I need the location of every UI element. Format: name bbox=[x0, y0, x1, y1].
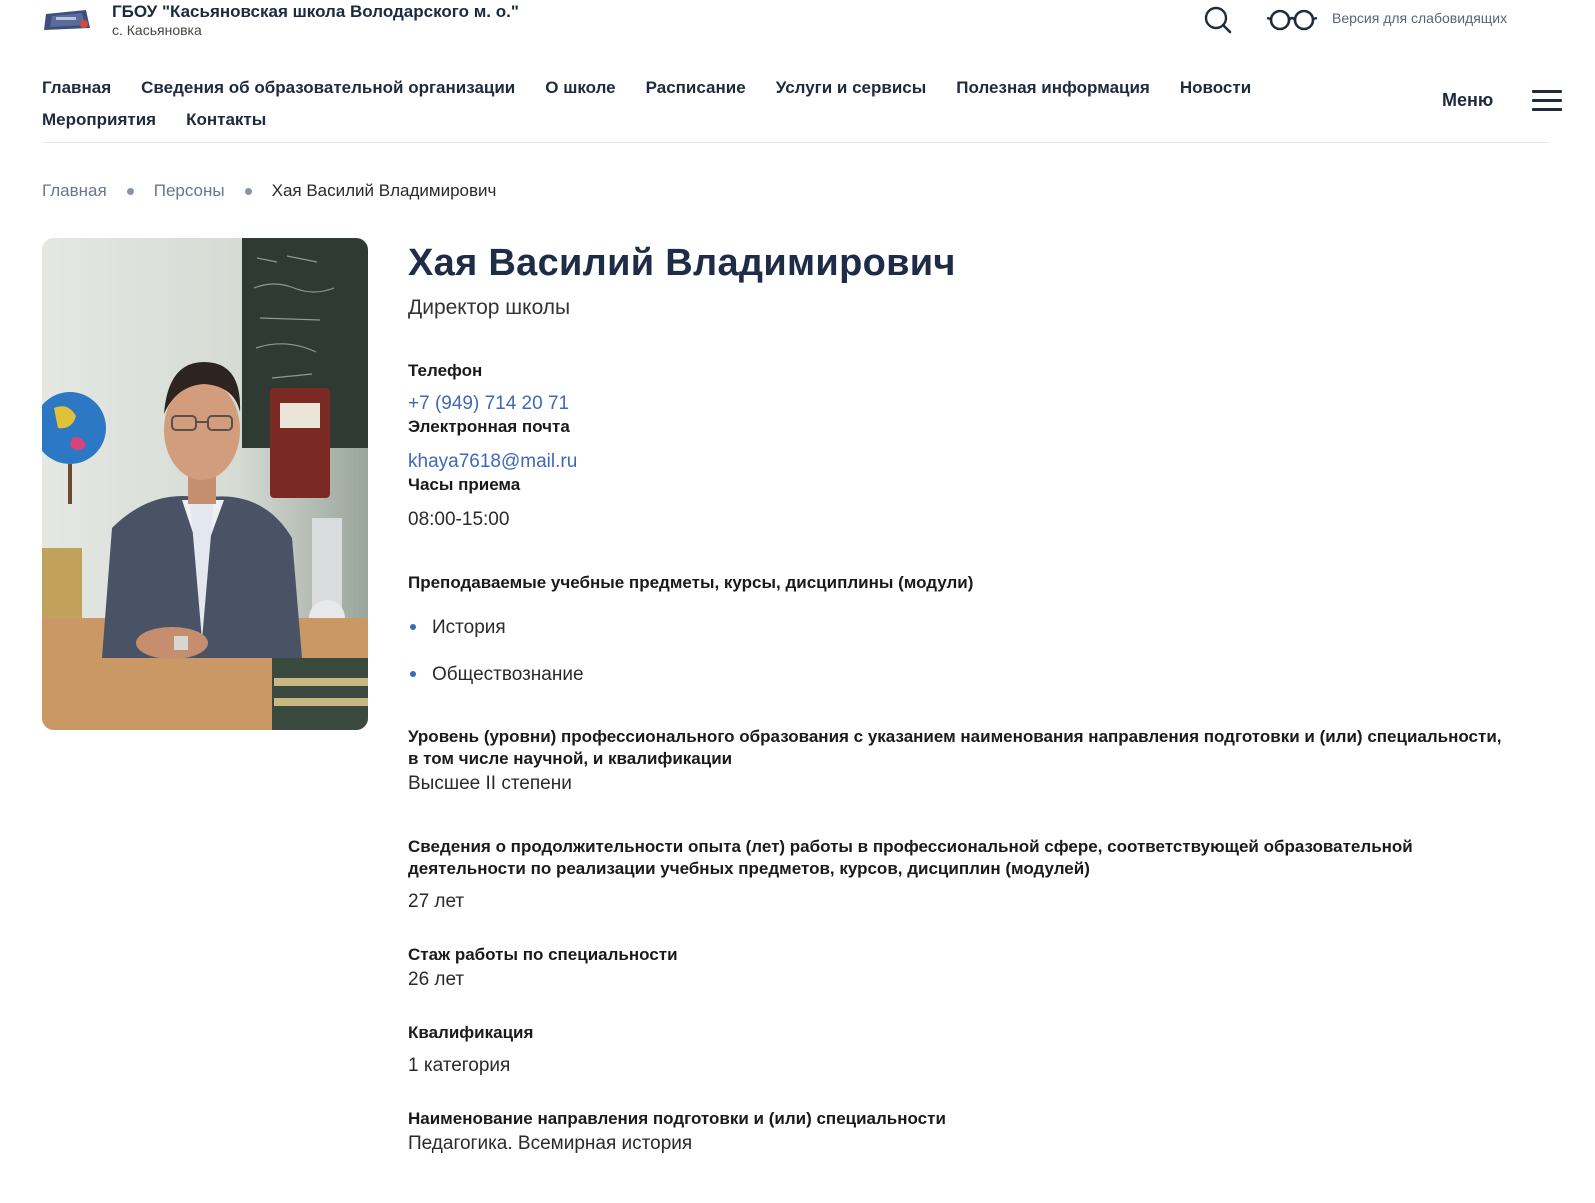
nav-item-events[interactable]: Мероприятия bbox=[42, 110, 157, 129]
education-value: Высшее II степени bbox=[408, 773, 572, 794]
nav-item-home[interactable]: Главная bbox=[42, 78, 112, 97]
nav-item-news[interactable]: Новости bbox=[1179, 78, 1252, 97]
nav-row bbox=[42, 72, 1382, 104]
person-name: Хая Василий Владимирович bbox=[408, 242, 956, 284]
org-place: с. Касьяновка bbox=[112, 22, 202, 38]
direction-label: Наименование направления подготовки и (или) специальности bbox=[408, 1109, 946, 1128]
site-header bbox=[42, 0, 1550, 58]
search-icon[interactable] bbox=[1204, 6, 1232, 34]
subjects-label: Преподаваемые учебные предметы, курсы, дисциплины (модули) bbox=[408, 573, 974, 592]
phone-label: Телефон bbox=[408, 361, 483, 380]
breadcrumb-current: Хая Василий Владимирович bbox=[271, 181, 497, 200]
nav-item-schedule[interactable]: Расписание bbox=[645, 78, 746, 97]
nav-item-services[interactable]: Услуги и сервисы bbox=[775, 78, 927, 97]
hours-value: 08:00-15:00 bbox=[408, 509, 510, 530]
person-details bbox=[408, 238, 1528, 1156]
person-position: Директор школы bbox=[408, 296, 571, 319]
specialty-experience-value: 26 лет bbox=[408, 969, 465, 990]
org-name[interactable]: ГБОУ "Касьяновская школа Володарского м. о." bbox=[112, 2, 519, 21]
breadcrumb-persons[interactable]: Персоны bbox=[153, 181, 225, 200]
email-label: Электронная почта bbox=[408, 417, 570, 436]
breadcrumb-separator bbox=[127, 188, 134, 195]
main-nav bbox=[42, 72, 1382, 136]
specialty-experience-label: Стаж работы по специальности bbox=[408, 945, 678, 964]
breadcrumb-home[interactable]: Главная bbox=[42, 181, 107, 200]
experience-value: 27 лет bbox=[408, 891, 465, 912]
nav-divider bbox=[42, 142, 1550, 143]
breadcrumb bbox=[42, 181, 496, 201]
breadcrumb-separator bbox=[245, 188, 252, 195]
nav-item-useful-info[interactable]: Полезная информация bbox=[956, 78, 1150, 97]
nav-item-org-info[interactable]: Сведения об образовательной организации bbox=[141, 78, 516, 97]
hamburger-menu-icon[interactable] bbox=[1532, 90, 1562, 112]
experience-label: Сведения о продолжительности опыта (лет) работы в профессиональной сфере, соответствующей образовательной деятельности по реализации учебных предметов, курсов, дисциплин (модулей) bbox=[408, 837, 1413, 878]
qualification-label: Квалификация bbox=[408, 1023, 534, 1042]
school-logo[interactable] bbox=[42, 6, 94, 34]
email-link[interactable]: khaya7618@mail.ru bbox=[408, 451, 578, 472]
glasses-icon[interactable] bbox=[1266, 8, 1318, 32]
menu-button[interactable]: Меню bbox=[1442, 90, 1494, 110]
qualification-value: 1 категория bbox=[408, 1055, 511, 1076]
nav-row bbox=[42, 104, 1382, 136]
subjects-list bbox=[408, 604, 1528, 698]
direction-value: Педагогика. Всемирная история bbox=[408, 1133, 693, 1154]
list-item: Обществознание bbox=[408, 651, 1528, 698]
low-vision-link[interactable]: Версия для слабовидящих bbox=[1332, 10, 1508, 26]
nav-item-about[interactable]: О школе bbox=[545, 78, 616, 97]
education-label: Уровень (уровни) профессионального образования с указанием наименования направления подготовки и (или) специальности, в том числе научной, и квалификации bbox=[408, 727, 1502, 768]
nav-item-contacts[interactable]: Контакты bbox=[186, 110, 267, 129]
hours-label: Часы приема bbox=[408, 475, 521, 494]
person-photo bbox=[42, 238, 368, 730]
phone-link[interactable]: +7 (949) 714 20 71 bbox=[408, 393, 570, 414]
list-item: История bbox=[408, 604, 1528, 651]
